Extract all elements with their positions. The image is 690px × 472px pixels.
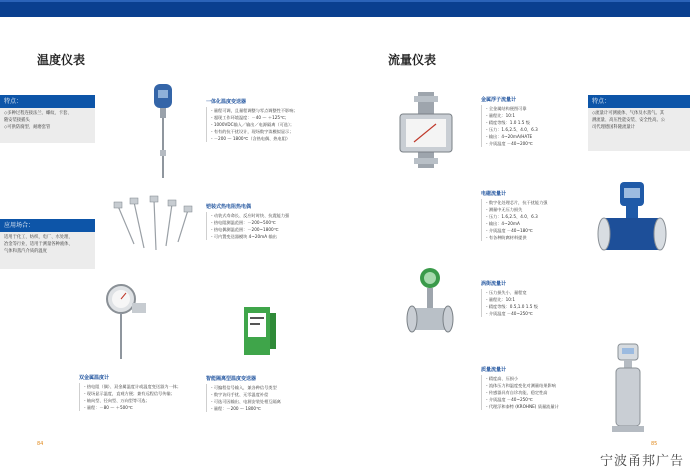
armored-thermocouple-image	[112, 196, 194, 256]
product-vortex-flowmeter	[481, 280, 581, 317]
product-armored-thermocouple	[206, 203, 316, 240]
feature-line: 随安装接插头	[4, 118, 30, 123]
product-title: 一体化温度变送器	[206, 99, 247, 105]
application-line: 冶金等行业，适用于测量各种液体、	[4, 242, 73, 247]
product-title: 双金属温度计	[79, 375, 110, 381]
spec-line: - 输出：4~20mA/HATE	[486, 134, 533, 139]
features-heading: 特点：	[0, 95, 95, 108]
left-section-title: 温度仪表	[37, 53, 86, 67]
spec-line: - 流体压力和温度变化对测量结果影响	[486, 383, 556, 388]
temperature-transmitter-image	[148, 80, 178, 180]
feature-line: ◇多种过程连接法兰、螺纹、卡套、	[4, 111, 72, 116]
product-electromagnetic-flowmeter	[481, 190, 581, 241]
electromagnetic-flowmeter-image	[596, 180, 668, 258]
spec-line: - 输出：4~20mA	[486, 221, 520, 226]
spec-line: - 现场显示温度，直观方便；兼有远程信号传输；	[84, 391, 175, 396]
isolated-transmitter-image	[240, 303, 280, 359]
spec-line: - 压力损失小、量程宽	[486, 290, 527, 295]
spec-line: - 量程比：10:1	[486, 297, 515, 302]
spec-line: - 精度高、压损小	[486, 376, 519, 381]
spec-line: - 代理浮和泰特 (KROHNE) 质量流量计	[486, 404, 559, 409]
spec-line: - 介质温度 －40~200℃	[486, 141, 533, 146]
feature-line: 测流量、高压性能安装、安全性高。公	[592, 118, 666, 123]
spec-line: - 量程比：10:1	[486, 113, 515, 118]
watermark-text: 宁波甬邦广告	[599, 454, 684, 469]
spec-line: - 可编程信号输入，兼各种信号类型	[211, 385, 277, 390]
spec-line: - 介质温度 －40~250℃	[486, 397, 533, 402]
applications-heading: 应用场合：	[0, 219, 95, 232]
spec-line: - 有各种防腐材料提供	[486, 235, 527, 240]
spec-line: - 热电阻（偶）、双金属温度计或温度变送器为一体；	[84, 384, 182, 389]
product-title: 涡街流量计	[481, 281, 507, 287]
spec-line: - 动装式寿命长、反应时时快、抗震能力强	[211, 213, 290, 218]
page-number-left: 84	[37, 441, 44, 447]
top-color-band	[0, 0, 690, 17]
product-title: 电磁流量计	[481, 191, 507, 197]
spec-line: - 可内置变送器模块 4~20mA 输出	[211, 234, 277, 239]
spec-line: - 介质温度 －40~180℃	[486, 228, 533, 233]
product-mass-flowmeter	[481, 366, 593, 410]
bimetal-thermometer-image	[104, 283, 154, 363]
left-applications-box	[0, 219, 95, 269]
feature-line: 司代理德国科隆流量计	[592, 125, 635, 130]
product-metal-float-flowmeter	[481, 96, 581, 147]
vortex-flowmeter-image	[404, 266, 452, 340]
spec-line: - 介质温度 －40~250℃	[486, 311, 533, 316]
spec-line: - 量程：－80 ～ ＋500℃	[84, 405, 133, 410]
spec-line: - 传感器具有自诊功能，稳定性高	[486, 390, 548, 395]
spec-line: - 精度等级：0.5,1.0 1.5 级	[486, 304, 538, 309]
spec-line: - 轴向型、径向型、万向型等可选；	[84, 398, 150, 403]
features-heading: 特点：	[588, 95, 690, 108]
spec-line: - 可选可因输出、电源安装处相互隔离	[211, 399, 281, 404]
application-line: 适用于化工、纺织、电厂、水处理、	[4, 235, 73, 240]
metal-float-flowmeter-image	[396, 92, 456, 168]
spec-line: - 量程可调，且量程调整与零点调整性不影响；	[211, 108, 298, 113]
product-integrated-temperature-transmitter	[206, 98, 316, 142]
product-bimetal-thermometer	[79, 374, 209, 411]
spec-line: - 测量中无压力损失	[486, 207, 523, 212]
spec-line: - 热电阻测温范围：－200~500℃	[211, 220, 276, 225]
spec-line: - 数字化处理芯片，抗干扰能力强	[486, 200, 548, 205]
spec-line: - 压力：1.6,2.5、4.0、6.3	[486, 214, 538, 219]
spec-line: - 超现工作环境温度：－40 ～ ＋125℃；	[211, 115, 289, 120]
product-title: 质量流量计	[481, 367, 507, 373]
spec-line: - 数字访问手扰、无零温度补偿	[211, 392, 269, 397]
spec-line: - 精度等级：1.0 1.5 级	[486, 120, 530, 125]
spec-line: - 全金属结构便图可靠	[486, 106, 527, 111]
spec-line: - 量程：－200 ～ 1800℃	[211, 406, 261, 411]
spec-line: - 有有的抗干扰设计，现场数字读模拟显示；	[211, 129, 294, 134]
page-number-right: 85	[651, 441, 658, 447]
spec-line: - －200 ～ 1800℃（含热电偶、热电阻）	[211, 136, 291, 141]
application-line: 气体和蒸汽介质的温度	[4, 249, 47, 254]
feature-line: ◇可供防腐型、耐磨套管	[4, 125, 51, 130]
spec-line: - 热电偶测温范围：－200~1800℃	[211, 227, 279, 232]
product-isolated-temperature-transmitter	[206, 375, 316, 412]
mass-flowmeter-image	[604, 340, 652, 436]
spec-line: - 1000VDC输入／输出／电源隔离（可选）；	[211, 122, 295, 127]
feature-line: ◇流量计可测液体、气体及水蒸气。其	[592, 111, 665, 116]
right-features-box	[588, 95, 690, 151]
product-title: 铠装式热电阻热电偶	[206, 204, 252, 210]
spec-line: - 压力：1.6,2.5、4.0、6.3	[486, 127, 538, 132]
product-title: 智能隔离型温度变送器	[206, 376, 257, 382]
left-features-box	[0, 95, 95, 143]
right-section-title: 流量仪表	[388, 53, 437, 67]
product-title: 金属浮子流量计	[481, 97, 517, 103]
